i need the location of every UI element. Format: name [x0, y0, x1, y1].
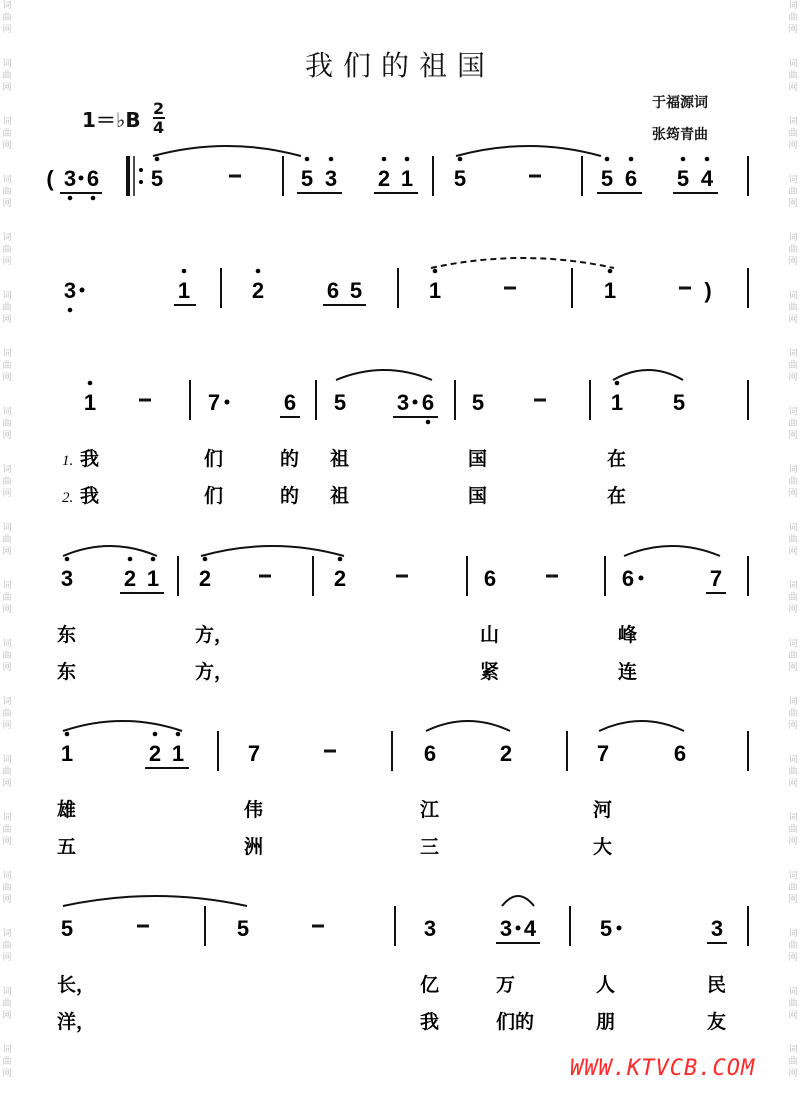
side-watermark-char: 曲 — [788, 709, 798, 719]
side-watermark-char: 词 — [788, 871, 798, 881]
dotted-note-dot — [79, 176, 84, 181]
side-watermark-char: 网 — [788, 1069, 798, 1079]
lyric-syllable: 长， — [57, 974, 96, 996]
octave-dot-above — [128, 557, 133, 562]
octave-dot-above — [405, 157, 410, 162]
side-watermark-char: 网 — [788, 141, 798, 151]
side-watermark-char: 曲 — [2, 245, 12, 255]
side-watermark-char: 网 — [2, 373, 12, 383]
octave-dot-above — [151, 557, 156, 562]
side-watermark-char: 词 — [788, 523, 798, 533]
side-watermark-char: 网 — [2, 199, 12, 209]
side-watermark-char: 网 — [788, 605, 798, 615]
side-watermark-char: 词 — [788, 117, 798, 127]
octave-dot-above — [176, 732, 181, 737]
note-digit: 2 — [148, 741, 162, 766]
side-watermark-char: 曲 — [788, 477, 798, 487]
lyric-syllable: 朋 — [596, 1011, 616, 1033]
note-digit: 1 — [83, 390, 97, 415]
tie-slur — [426, 721, 510, 731]
lyric-syllable: 祖 — [330, 448, 350, 470]
note-digit: 1 — [60, 741, 74, 766]
lyric-syllable: 洋， — [57, 1011, 96, 1033]
note-digit: 5 — [60, 916, 74, 941]
side-watermark-char: 词 — [788, 581, 798, 591]
note-digit: 1 — [610, 390, 624, 415]
note-digit: 3 — [423, 916, 437, 941]
side-watermark-char: 网 — [2, 721, 12, 731]
side-watermark-char: 词 — [2, 407, 12, 417]
side-watermark-char: 曲 — [788, 883, 798, 893]
score-system — [64, 258, 748, 312]
tie-slur — [431, 258, 614, 268]
lyric-syllable: 人 — [596, 974, 616, 996]
side-watermark-char: 网 — [788, 895, 798, 905]
lyric-syllable: 东 — [57, 624, 77, 646]
note-digit: 3 — [396, 390, 410, 415]
note-digit: 5 — [471, 390, 485, 415]
side-watermark-char: 网 — [788, 315, 798, 325]
note-digit: 1 — [428, 278, 442, 303]
side-watermark-char: 词 — [788, 349, 798, 359]
side-watermark-char: 网 — [788, 837, 798, 847]
note-digit: 2 — [251, 278, 265, 303]
octave-dot-above — [382, 157, 387, 162]
tie-slur — [63, 896, 247, 906]
note-digit: 5 — [150, 166, 164, 191]
side-watermark-char: 曲 — [2, 187, 12, 197]
score-system — [62, 370, 748, 507]
side-watermark-char: 词 — [788, 755, 798, 765]
lyric-syllable: 方， — [195, 661, 234, 683]
note-digit: 5 — [300, 166, 314, 191]
tie-slur — [63, 546, 157, 556]
side-watermark-char: 曲 — [788, 767, 798, 777]
note-digit: 4 — [523, 916, 537, 941]
parenthesis: ( — [46, 166, 54, 191]
octave-dot-below — [68, 308, 73, 313]
side-watermark-char: 网 — [2, 83, 12, 93]
side-watermark-char: 曲 — [2, 361, 12, 371]
repeat-start-sign — [128, 156, 143, 196]
side-watermark-char: 词 — [788, 987, 798, 997]
side-watermark-char: 网 — [2, 1011, 12, 1021]
lyric-syllable: 河 — [593, 799, 613, 821]
lyric-syllable: 洲 — [244, 836, 264, 858]
side-watermark-char: 词 — [2, 639, 12, 649]
side-watermark-char: 网 — [788, 489, 798, 499]
side-watermark-char: 网 — [2, 547, 12, 557]
lyric-syllable: 江 — [420, 799, 440, 821]
side-watermark-char: 网 — [788, 953, 798, 963]
lyric-syllable: 雄 — [57, 799, 77, 821]
note-digit: 7 — [709, 566, 723, 591]
side-watermark-char: 词 — [788, 1045, 798, 1055]
octave-dot-above — [329, 157, 334, 162]
note-digit: 4 — [700, 166, 714, 191]
side-watermark-char: 网 — [2, 25, 12, 35]
side-watermark-char: 曲 — [2, 71, 12, 81]
side-watermark-char: 网 — [2, 953, 12, 963]
key-label: 1＝♭B — [82, 107, 141, 132]
side-watermark-char: 词 — [2, 755, 12, 765]
side-watermark-char: 曲 — [2, 477, 12, 487]
side-watermark-char: 网 — [788, 431, 798, 441]
note-digit: 6 — [423, 741, 437, 766]
lyric-syllable: 在 — [607, 485, 627, 507]
side-watermark-char: 词 — [2, 349, 12, 359]
note-digit: 2 — [333, 566, 347, 591]
note-digit: 6 — [283, 390, 297, 415]
side-watermark-char: 词 — [2, 291, 12, 301]
side-watermark-char: 词 — [2, 233, 12, 243]
note-digit: 3 — [63, 166, 77, 191]
side-watermark-char: 词 — [2, 117, 12, 127]
tie-slur — [336, 370, 432, 380]
side-watermark-char: 词 — [788, 639, 798, 649]
score-system — [57, 896, 748, 1033]
side-watermark-char: 网 — [788, 373, 798, 383]
lyric-syllable: 的 — [280, 485, 300, 507]
octave-dot-above — [153, 732, 158, 737]
side-watermark-char: 曲 — [2, 941, 12, 951]
side-watermark-char: 词 — [788, 1, 798, 11]
note-digit: 5 — [676, 166, 690, 191]
note-digit: 5 — [236, 916, 250, 941]
octave-dot-above — [338, 557, 343, 562]
note-digit: 3 — [710, 916, 724, 941]
time-signature-top: 2 — [153, 99, 165, 118]
octave-dot-below — [91, 196, 96, 201]
side-watermark-char: 曲 — [788, 71, 798, 81]
note-digit: 1 — [177, 278, 191, 303]
dotted-note-dot — [639, 576, 644, 581]
side-watermark-char: 曲 — [2, 303, 12, 313]
octave-dot-below — [68, 196, 73, 201]
side-watermark-char: 网 — [788, 199, 798, 209]
side-watermark-char: 网 — [2, 605, 12, 615]
note-digit: 5 — [672, 390, 686, 415]
octave-dot-above — [305, 157, 310, 162]
lyric-syllable: 国 — [468, 448, 488, 470]
lyric-syllable: 友 — [707, 1011, 727, 1033]
octave-dot-above — [681, 157, 686, 162]
side-watermark-char: 网 — [788, 721, 798, 731]
side-watermark-char: 曲 — [788, 303, 798, 313]
dotted-note-dot — [516, 926, 521, 931]
note-digit: 3 — [60, 566, 74, 591]
note-digit: 6 — [624, 166, 638, 191]
octave-dot-above — [182, 269, 187, 274]
octave-dot-above — [605, 157, 610, 162]
side-watermark-char: 网 — [2, 257, 12, 267]
note-digit: 6 — [326, 278, 340, 303]
side-watermark-char: 曲 — [2, 767, 12, 777]
lyric-syllable: 东 — [57, 661, 77, 683]
lyric-syllable: 伟 — [244, 799, 264, 821]
side-watermark-char: 网 — [2, 431, 12, 441]
note-digit: 2 — [198, 566, 212, 591]
lyric-syllable: 们 — [204, 448, 224, 470]
note-digit: 7 — [247, 741, 261, 766]
tie-slur — [153, 146, 301, 156]
octave-dot-above — [65, 557, 70, 562]
side-watermark-char: 曲 — [788, 1057, 798, 1067]
side-watermark-char: 曲 — [788, 651, 798, 661]
side-watermark-char: 曲 — [788, 187, 798, 197]
side-watermark-char: 网 — [2, 837, 12, 847]
lyric-syllable: 祖 — [330, 485, 350, 507]
composer-credit: 张筠青曲 — [652, 127, 708, 143]
verse-number: 1. — [62, 453, 74, 469]
side-watermark-char: 词 — [2, 523, 12, 533]
note-digit: 3 — [499, 916, 513, 941]
side-watermark-char: 曲 — [788, 13, 798, 23]
side-watermark-char: 网 — [788, 663, 798, 673]
side-watermark-char: 词 — [2, 175, 12, 185]
note-digit: 3 — [324, 166, 338, 191]
side-watermark-char: 曲 — [788, 535, 798, 545]
side-watermark-char: 词 — [2, 871, 12, 881]
side-watermark-char: 词 — [2, 697, 12, 707]
note-digit: 6 — [673, 741, 687, 766]
note-digit: 5 — [333, 390, 347, 415]
note-digit: 1 — [603, 278, 617, 303]
side-watermark-char: 曲 — [2, 651, 12, 661]
side-watermark-char: 词 — [788, 291, 798, 301]
side-watermark-char: 词 — [788, 813, 798, 823]
side-watermark-char: 曲 — [2, 1057, 12, 1067]
side-watermark-char: 词 — [788, 465, 798, 475]
lyric-syllable: 紧 — [480, 661, 500, 683]
side-watermark-char: 曲 — [2, 999, 12, 1009]
note-digit: 7 — [207, 390, 221, 415]
side-watermark-char: 曲 — [2, 129, 12, 139]
lyric-syllable: 我 — [80, 485, 100, 507]
lyric-syllable: 我 — [80, 448, 100, 470]
octave-dot-above — [433, 269, 438, 274]
note-digit: 1 — [171, 741, 185, 766]
lyric-syllable: 我 — [420, 1011, 440, 1033]
side-watermark-char: 曲 — [788, 419, 798, 429]
lyric-syllable: 亿 — [420, 974, 440, 996]
note-digit: 5 — [599, 916, 613, 941]
side-watermark-char: 词 — [788, 233, 798, 243]
score-system — [57, 546, 748, 683]
side-watermark-char: 词 — [2, 1, 12, 11]
tie-slur — [624, 546, 720, 556]
side-watermark-char: 网 — [788, 83, 798, 93]
side-watermark-char: 词 — [788, 175, 798, 185]
note-digit: 6 — [421, 390, 435, 415]
side-watermark-char: 词 — [2, 1045, 12, 1055]
side-watermark-char: 网 — [788, 547, 798, 557]
side-watermark-char: 网 — [788, 25, 798, 35]
side-watermark-char: 词 — [2, 813, 12, 823]
side-watermark-char: 曲 — [788, 593, 798, 603]
lyric-syllable: 大 — [593, 836, 613, 858]
side-watermark-char: 网 — [788, 257, 798, 267]
dotted-note-dot — [617, 926, 622, 931]
side-watermark-char: 网 — [2, 141, 12, 151]
dotted-note-dot — [80, 288, 85, 293]
side-watermark-char: 网 — [788, 1011, 798, 1021]
side-watermark-char: 曲 — [2, 825, 12, 835]
octave-dot-above — [155, 157, 160, 162]
side-watermark-char: 词 — [788, 697, 798, 707]
side-watermark-char: 词 — [788, 407, 798, 417]
octave-dot-above — [88, 381, 93, 386]
side-watermark-char: 词 — [2, 581, 12, 591]
octave-dot-above — [615, 381, 620, 386]
octave-dot-below — [426, 420, 431, 425]
octave-dot-above — [65, 732, 70, 737]
side-watermark-char: 曲 — [788, 245, 798, 255]
note-digit: 5 — [349, 278, 363, 303]
side-watermark-char: 曲 — [788, 999, 798, 1009]
side-watermark-char: 曲 — [2, 593, 12, 603]
octave-dot-above — [705, 157, 710, 162]
time-signature-bottom: 4 — [153, 118, 165, 137]
note-digit: 2 — [499, 741, 513, 766]
dotted-note-dot — [413, 400, 418, 405]
side-watermark-char: 词 — [2, 59, 12, 69]
side-watermark-char: 网 — [788, 779, 798, 789]
lyric-syllable: 们 — [204, 485, 224, 507]
lyric-syllable: 的 — [280, 448, 300, 470]
octave-dot-above — [608, 269, 613, 274]
lyric-syllable: 万 — [496, 974, 516, 996]
lyric-syllable: 国 — [468, 485, 488, 507]
side-watermark-char: 曲 — [2, 709, 12, 719]
lyric-syllable: 们的 — [496, 1011, 535, 1033]
note-digit: 6 — [621, 566, 635, 591]
note-digit: 1 — [400, 166, 414, 191]
side-watermark-char: 曲 — [2, 883, 12, 893]
side-watermark-char: 曲 — [2, 419, 12, 429]
lyric-syllable: 山 — [480, 624, 500, 646]
lyric-syllable: 方， — [195, 624, 234, 646]
side-watermark-char: 网 — [2, 779, 12, 789]
side-watermark-char: 词 — [2, 465, 12, 475]
note-digit: 7 — [596, 741, 610, 766]
lyric-syllable: 在 — [607, 448, 627, 470]
note-digit: 3 — [63, 278, 77, 303]
side-watermark-char: 曲 — [2, 535, 12, 545]
octave-dot-above — [629, 157, 634, 162]
side-watermark-char: 网 — [2, 315, 12, 325]
side-watermark-char: 曲 — [788, 941, 798, 951]
side-watermark-char: 词 — [2, 929, 12, 939]
tie-slur — [201, 546, 344, 556]
note-digit: 6 — [483, 566, 497, 591]
lyric-syllable: 民 — [707, 974, 727, 996]
note-digit: 2 — [123, 566, 137, 591]
side-watermark-char: 曲 — [2, 13, 12, 23]
side-watermark-char: 曲 — [788, 361, 798, 371]
note-digit: 5 — [453, 166, 467, 191]
note-digit: 2 — [377, 166, 391, 191]
octave-dot-above — [256, 269, 261, 274]
octave-dot-above — [458, 157, 463, 162]
side-watermark-char: 网 — [2, 663, 12, 673]
tie-slur — [456, 146, 601, 156]
side-watermark-char: 网 — [2, 1069, 12, 1079]
side-watermark-char: 曲 — [788, 129, 798, 139]
verse-number: 2. — [62, 490, 74, 506]
tie-slur — [599, 721, 684, 731]
score-system — [46, 146, 748, 200]
side-watermark-char: 网 — [2, 895, 12, 905]
tie-slur — [502, 896, 534, 906]
note-digit: 6 — [86, 166, 100, 191]
score-system — [57, 721, 748, 858]
side-watermark-char: 词 — [788, 929, 798, 939]
lyric-syllable: 连 — [618, 661, 638, 683]
side-watermark-char: 词 — [2, 987, 12, 997]
lyric-syllable: 峰 — [618, 624, 638, 646]
lyric-syllable: 五 — [57, 836, 77, 858]
tie-slur — [63, 721, 182, 731]
side-watermark-char: 词 — [788, 59, 798, 69]
side-watermark-char: 网 — [2, 489, 12, 499]
dotted-note-dot — [225, 400, 230, 405]
tie-slur — [613, 370, 683, 380]
parenthesis: ) — [704, 278, 712, 303]
song-title: 我们的祖国 — [304, 49, 495, 82]
note-digit: 5 — [600, 166, 614, 191]
lyricist-credit: 于福源词 — [652, 95, 708, 111]
lyric-syllable: 三 — [420, 836, 440, 858]
site-watermark: WWW.KTVCB.COM — [570, 1056, 756, 1081]
side-watermark-char: 曲 — [788, 825, 798, 835]
octave-dot-above — [203, 557, 208, 562]
note-digit: 1 — [146, 566, 160, 591]
